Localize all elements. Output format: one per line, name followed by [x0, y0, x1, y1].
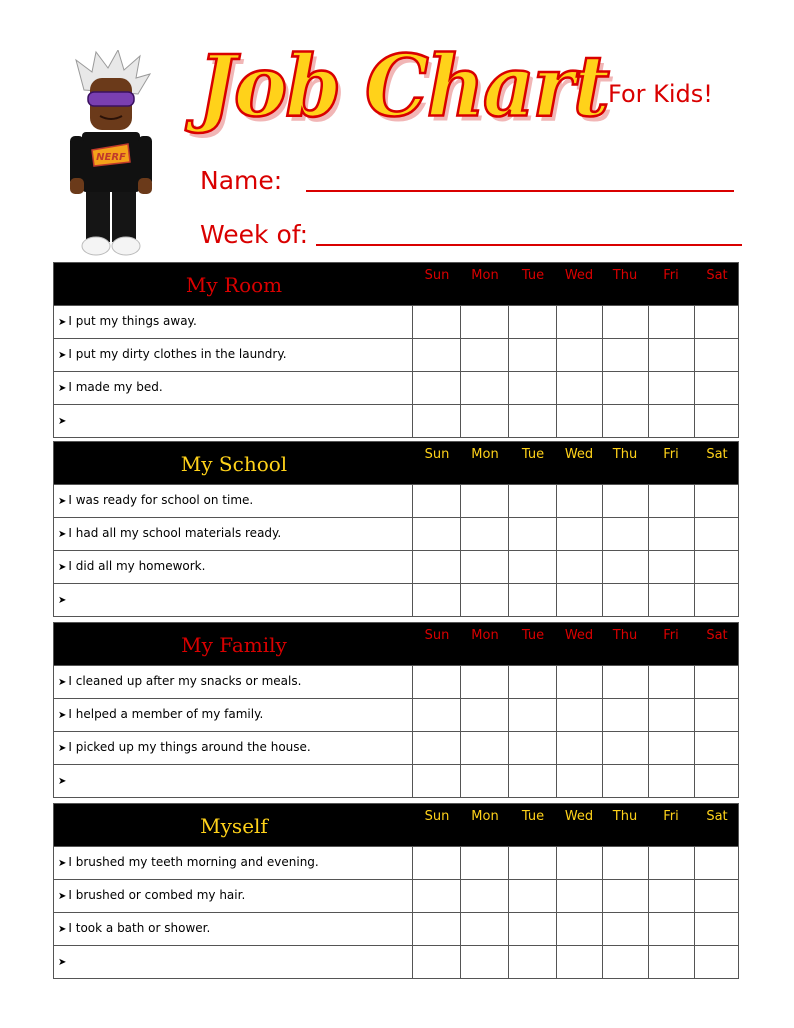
task-text: I made my bed.	[68, 380, 163, 394]
checkbox-cell-tue[interactable]	[508, 306, 556, 338]
bullet-arrow-icon: ➤	[58, 595, 67, 606]
task-row	[54, 484, 738, 517]
task-row	[54, 583, 738, 616]
bullet-arrow-icon: ➤	[58, 858, 67, 869]
task-label	[58, 705, 408, 725]
checkbox-cell-thu[interactable]	[602, 946, 648, 978]
day-header-thu: Thu	[612, 447, 638, 462]
day-header-mon: Mon	[471, 268, 499, 283]
name-field-line[interactable]	[306, 190, 734, 192]
task-text: I put my things away.	[68, 314, 197, 328]
checkbox-cell-mon[interactable]	[460, 732, 508, 764]
day-header-wed: Wed	[564, 268, 594, 283]
checkbox-cell-wed[interactable]	[556, 372, 602, 404]
task-row	[54, 764, 738, 797]
bullet-arrow-icon: ➤	[58, 416, 67, 427]
checkbox-cell-fri[interactable]	[648, 913, 694, 945]
checkbox-cell-sun[interactable]	[412, 732, 460, 764]
checkbox-cell-tue[interactable]	[508, 339, 556, 371]
checkbox-cell-thu[interactable]	[602, 405, 648, 437]
task-text: I brushed or combed my hair.	[68, 888, 246, 902]
section-title: My Family	[181, 633, 287, 657]
section-myself	[53, 803, 739, 979]
task-label	[58, 345, 408, 365]
checkbox-cell-tue[interactable]	[508, 699, 556, 731]
checkbox-cell-mon[interactable]	[460, 880, 508, 912]
checkbox-cell-wed[interactable]	[556, 405, 602, 437]
checkbox-cell-wed[interactable]	[556, 339, 602, 371]
checkbox-cell-mon[interactable]	[460, 551, 508, 583]
task-text: I was ready for school on time.	[68, 493, 254, 507]
checkbox-cell-fri[interactable]	[648, 584, 694, 616]
checkbox-cell-fri[interactable]	[648, 732, 694, 764]
section-header	[54, 263, 738, 305]
name-label: Name:	[200, 166, 283, 195]
bullet-arrow-icon: ➤	[58, 529, 67, 540]
checkbox-cell-sat[interactable]	[694, 732, 739, 764]
checkbox-cell-sun[interactable]	[412, 584, 460, 616]
task-text: I brushed my teeth morning and evening.	[68, 855, 319, 869]
section-title: My Room	[185, 273, 283, 297]
task-label	[58, 524, 408, 544]
day-header-tue: Tue	[521, 809, 545, 824]
day-header-sat: Sat	[706, 268, 728, 283]
bullet-arrow-icon: ➤	[58, 957, 67, 968]
task-label	[58, 411, 408, 431]
day-header-thu: Thu	[612, 628, 638, 643]
checkbox-cell-thu[interactable]	[602, 518, 648, 550]
character-avatar-icon	[66, 50, 156, 260]
checkbox-cell-sat[interactable]	[694, 946, 739, 978]
checkbox-cell-wed[interactable]	[556, 699, 602, 731]
page-subtitle: For Kids!	[608, 80, 713, 108]
task-label	[58, 557, 408, 577]
checkbox-cell-fri[interactable]	[648, 946, 694, 978]
bullet-arrow-icon: ➤	[58, 924, 67, 935]
page-title: Job Chart	[198, 36, 608, 136]
checkbox-cell-thu[interactable]	[602, 551, 648, 583]
checkbox-cell-sun[interactable]	[412, 699, 460, 731]
section-header	[54, 804, 738, 846]
task-label	[58, 672, 408, 692]
bullet-arrow-icon: ➤	[58, 562, 67, 573]
checkbox-cell-mon[interactable]	[460, 306, 508, 338]
task-row	[54, 550, 738, 583]
checkbox-cell-sun[interactable]	[412, 339, 460, 371]
task-label	[58, 952, 408, 972]
checkbox-cell-thu[interactable]	[602, 699, 648, 731]
checkbox-cell-mon[interactable]	[460, 405, 508, 437]
checkbox-cell-thu[interactable]	[602, 765, 648, 797]
checkbox-cell-thu[interactable]	[602, 913, 648, 945]
checkbox-cell-mon[interactable]	[460, 847, 508, 879]
section-my-school	[53, 441, 739, 617]
checkbox-cell-thu[interactable]	[602, 372, 648, 404]
day-header-sat: Sat	[706, 809, 728, 824]
task-row	[54, 404, 738, 437]
day-header-thu: Thu	[612, 809, 638, 824]
task-row	[54, 731, 738, 764]
day-header-wed: Wed	[564, 628, 594, 643]
checkbox-cell-sun[interactable]	[412, 847, 460, 879]
task-row	[54, 912, 738, 945]
checkbox-cell-fri[interactable]	[648, 518, 694, 550]
checkbox-cell-sun[interactable]	[412, 765, 460, 797]
checkbox-cell-wed[interactable]	[556, 946, 602, 978]
task-row	[54, 665, 738, 698]
checkbox-cell-tue[interactable]	[508, 666, 556, 698]
day-header-mon: Mon	[471, 809, 499, 824]
checkbox-cell-mon[interactable]	[460, 765, 508, 797]
day-header-fri: Fri	[663, 268, 679, 283]
checkbox-cell-sun[interactable]	[412, 485, 460, 517]
bullet-arrow-icon: ➤	[58, 776, 67, 787]
checkbox-cell-thu[interactable]	[602, 847, 648, 879]
day-header-sun: Sun	[424, 628, 450, 643]
day-header-sun: Sun	[424, 447, 450, 462]
day-header-thu: Thu	[612, 268, 638, 283]
checkbox-cell-sat[interactable]	[694, 405, 739, 437]
day-header-mon: Mon	[471, 628, 499, 643]
task-label	[58, 919, 408, 939]
checkbox-cell-thu[interactable]	[602, 485, 648, 517]
task-label	[58, 491, 408, 511]
checkbox-cell-thu[interactable]	[602, 880, 648, 912]
checkbox-cell-mon[interactable]	[460, 372, 508, 404]
checkbox-cell-tue[interactable]	[508, 551, 556, 583]
task-text: I helped a member of my family.	[68, 707, 264, 721]
checkbox-cell-wed[interactable]	[556, 485, 602, 517]
checkbox-cell-sun[interactable]	[412, 372, 460, 404]
checkbox-cell-tue[interactable]	[508, 405, 556, 437]
day-header-fri: Fri	[663, 447, 679, 462]
task-row	[54, 305, 738, 338]
day-header-wed: Wed	[564, 809, 594, 824]
checkbox-cell-sun[interactable]	[412, 306, 460, 338]
task-label	[58, 886, 408, 906]
checkbox-cell-fri[interactable]	[648, 372, 694, 404]
checkbox-cell-fri[interactable]	[648, 405, 694, 437]
day-header-mon: Mon	[471, 447, 499, 462]
day-header-tue: Tue	[521, 628, 545, 643]
checkbox-cell-sun[interactable]	[412, 405, 460, 437]
nerf-logo: NERF	[96, 152, 126, 163]
checkbox-cell-sat[interactable]	[694, 913, 739, 945]
task-label	[58, 378, 408, 398]
checkbox-cell-mon[interactable]	[460, 485, 508, 517]
week-label: Week of:	[200, 220, 309, 249]
checkbox-cell-wed[interactable]	[556, 306, 602, 338]
section-title: My School	[180, 452, 288, 476]
checkbox-cell-tue[interactable]	[508, 880, 556, 912]
checkbox-cell-tue[interactable]	[508, 518, 556, 550]
checkbox-cell-fri[interactable]	[648, 847, 694, 879]
task-text: I took a bath or shower.	[68, 921, 211, 935]
task-row	[54, 371, 738, 404]
bullet-arrow-icon: ➤	[58, 317, 67, 328]
day-header-wed: Wed	[564, 447, 594, 462]
checkbox-cell-sat[interactable]	[694, 699, 739, 731]
checkbox-cell-fri[interactable]	[648, 880, 694, 912]
checkbox-cell-thu[interactable]	[602, 339, 648, 371]
checkbox-cell-tue[interactable]	[508, 732, 556, 764]
checkbox-cell-mon[interactable]	[460, 913, 508, 945]
checkbox-cell-wed[interactable]	[556, 518, 602, 550]
checkbox-cell-fri[interactable]	[648, 306, 694, 338]
checkbox-cell-sun[interactable]	[412, 666, 460, 698]
checkbox-cell-mon[interactable]	[460, 339, 508, 371]
task-row	[54, 338, 738, 371]
section-title: Myself	[200, 814, 268, 838]
day-header-tue: Tue	[521, 268, 545, 283]
bullet-arrow-icon: ➤	[58, 383, 67, 394]
bullet-arrow-icon: ➤	[58, 891, 67, 902]
checkbox-cell-sat[interactable]	[694, 306, 739, 338]
task-label	[58, 312, 408, 332]
week-field-line[interactable]	[316, 244, 742, 246]
checkbox-cell-fri[interactable]	[648, 339, 694, 371]
checkbox-cell-wed[interactable]	[556, 732, 602, 764]
checkbox-cell-wed[interactable]	[556, 765, 602, 797]
bullet-arrow-icon: ➤	[58, 350, 67, 361]
day-header-fri: Fri	[663, 809, 679, 824]
section-my-room	[53, 262, 739, 438]
section-header	[54, 442, 738, 484]
checkbox-cell-sat[interactable]	[694, 847, 739, 879]
checkbox-cell-sat[interactable]	[694, 518, 739, 550]
checkbox-cell-thu[interactable]	[602, 584, 648, 616]
day-header-sat: Sat	[706, 628, 728, 643]
checkbox-cell-tue[interactable]	[508, 584, 556, 616]
checkbox-cell-tue[interactable]	[508, 372, 556, 404]
checkbox-cell-mon[interactable]	[460, 518, 508, 550]
checkbox-cell-tue[interactable]	[508, 913, 556, 945]
task-row	[54, 846, 738, 879]
checkbox-cell-sun[interactable]	[412, 913, 460, 945]
task-text: I put my dirty clothes in the laundry.	[68, 347, 287, 361]
checkbox-cell-wed[interactable]	[556, 913, 602, 945]
task-label	[58, 853, 408, 873]
day-header-fri: Fri	[663, 628, 679, 643]
checkbox-cell-sat[interactable]	[694, 485, 739, 517]
checkbox-cell-sat[interactable]	[694, 339, 739, 371]
task-text: I picked up my things around the house.	[68, 740, 311, 754]
checkbox-cell-tue[interactable]	[508, 847, 556, 879]
checkbox-cell-wed[interactable]	[556, 584, 602, 616]
task-row	[54, 945, 738, 978]
bullet-arrow-icon: ➤	[58, 743, 67, 754]
checkbox-cell-sun[interactable]	[412, 518, 460, 550]
checkbox-cell-fri[interactable]	[648, 765, 694, 797]
checkbox-cell-wed[interactable]	[556, 551, 602, 583]
checkbox-cell-sat[interactable]	[694, 666, 739, 698]
checkbox-cell-sun[interactable]	[412, 551, 460, 583]
task-text: I did all my homework.	[68, 559, 206, 573]
checkbox-cell-sat[interactable]	[694, 551, 739, 583]
checkbox-cell-tue[interactable]	[508, 765, 556, 797]
checkbox-cell-wed[interactable]	[556, 666, 602, 698]
checkbox-cell-sat[interactable]	[694, 372, 739, 404]
checkbox-cell-tue[interactable]	[508, 485, 556, 517]
task-label	[58, 590, 408, 610]
task-row	[54, 698, 738, 731]
checkbox-cell-sun[interactable]	[412, 880, 460, 912]
task-text: I had all my school materials ready.	[68, 526, 282, 540]
checkbox-cell-fri[interactable]	[648, 699, 694, 731]
checkbox-cell-fri[interactable]	[648, 485, 694, 517]
bullet-arrow-icon: ➤	[58, 496, 67, 507]
checkbox-cell-fri[interactable]	[648, 551, 694, 583]
checkbox-cell-mon[interactable]	[460, 666, 508, 698]
checkbox-cell-sat[interactable]	[694, 765, 739, 797]
checkbox-cell-mon[interactable]	[460, 946, 508, 978]
checkbox-cell-thu[interactable]	[602, 732, 648, 764]
task-row	[54, 879, 738, 912]
day-header-sun: Sun	[424, 809, 450, 824]
checkbox-cell-sat[interactable]	[694, 880, 739, 912]
task-row	[54, 517, 738, 550]
section-header	[54, 623, 738, 665]
checkbox-cell-sun[interactable]	[412, 946, 460, 978]
day-header-sat: Sat	[706, 447, 728, 462]
section-my-family	[53, 622, 739, 798]
checkbox-cell-mon[interactable]	[460, 699, 508, 731]
checkbox-cell-fri[interactable]	[648, 666, 694, 698]
checkbox-cell-thu[interactable]	[602, 306, 648, 338]
bullet-arrow-icon: ➤	[58, 677, 67, 688]
checkbox-cell-sat[interactable]	[694, 584, 739, 616]
bullet-arrow-icon: ➤	[58, 710, 67, 721]
checkbox-cell-mon[interactable]	[460, 584, 508, 616]
checkbox-cell-tue[interactable]	[508, 946, 556, 978]
task-label	[58, 738, 408, 758]
checkbox-cell-thu[interactable]	[602, 666, 648, 698]
task-label	[58, 771, 408, 791]
checkbox-cell-wed[interactable]	[556, 847, 602, 879]
day-header-tue: Tue	[521, 447, 545, 462]
task-text: I cleaned up after my snacks or meals.	[68, 674, 302, 688]
checkbox-cell-wed[interactable]	[556, 880, 602, 912]
day-header-sun: Sun	[424, 268, 450, 283]
